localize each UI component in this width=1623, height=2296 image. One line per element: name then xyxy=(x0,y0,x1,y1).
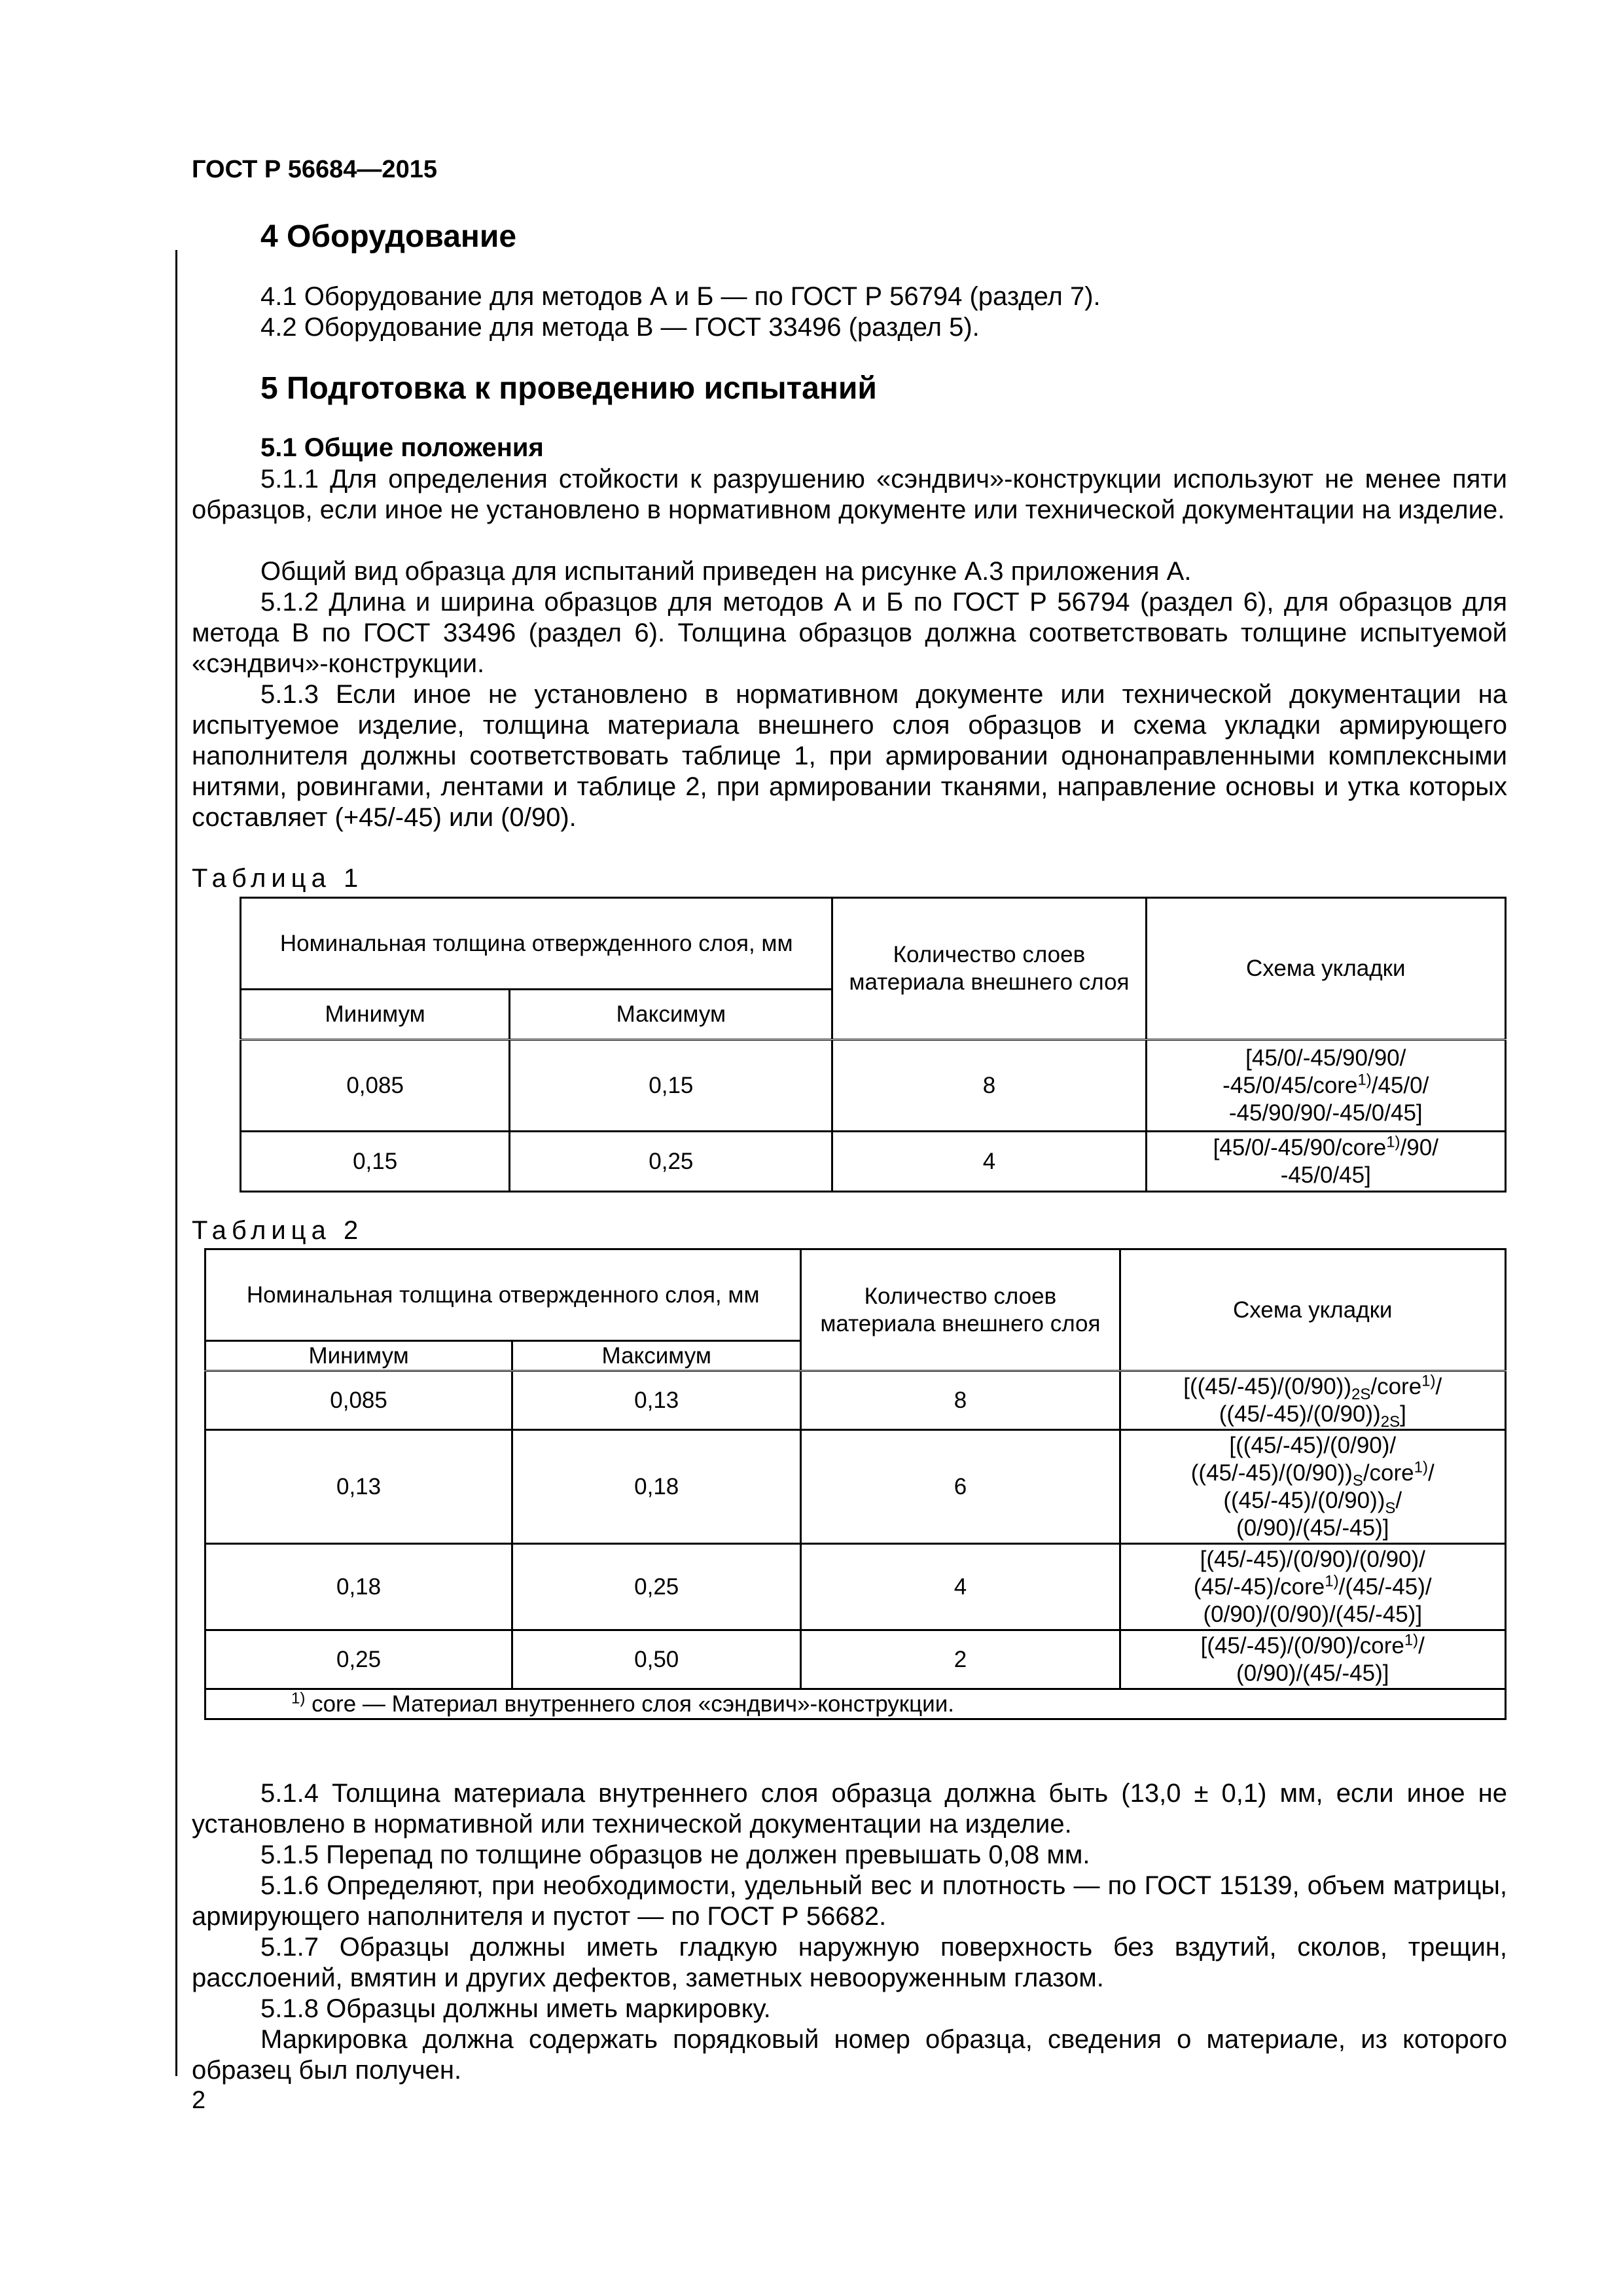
table-2 xyxy=(204,1248,1507,1720)
table-row xyxy=(205,1544,1506,1630)
section-5-title: 5 Подготовка к проведению испытаний xyxy=(260,371,877,406)
table-1-cell-min: 0,085 xyxy=(241,1040,510,1132)
table-2-header-max: Максимум xyxy=(512,1341,801,1371)
document-header: ГОСТ Р 56684—2015 xyxy=(192,156,437,183)
table-2-cell-max: 0,18 xyxy=(512,1430,801,1544)
table-1-caption: Таблица 1 xyxy=(192,864,364,893)
table-2-cell-layers: 4 xyxy=(801,1544,1120,1630)
table-2-cell-scheme: [((45/-45)/(0/90)/ $((45/-45)/(0/90))_S/core^{1)}/$ $((45/-45)/(0/90))_S/$ (0/90)/(45/-45)] xyxy=(1120,1430,1506,1544)
table-row xyxy=(241,1132,1506,1192)
table-row xyxy=(241,1040,1506,1132)
paragraph-5-1-7: 5.1.7 Образцы должны иметь гладкую наружную поверхность без вздутий, сколов, трещин, расслоений, вмятин и других дефектов, заметных невооруженным глазом. xyxy=(192,1933,1507,1992)
table-1-header-max: Максимум xyxy=(510,990,832,1040)
table-1 xyxy=(240,897,1507,1193)
table-2-header-min: Минимум xyxy=(205,1341,512,1371)
page-number: 2 xyxy=(192,2087,206,2114)
table-1-cell-max: 0,25 xyxy=(510,1132,832,1192)
paragraph-5-1-5: 5.1.5 Перепад по толщине образцов не должен превышать 0,08 мм. xyxy=(260,1840,1090,1869)
table-2-cell-min: 0,13 xyxy=(205,1430,512,1544)
paragraph-5-1-3: 5.1.3 Если иное не установлено в нормативном документе или технической документации на испытуемое изделие, толщина материала внешнего слоя образцов и схема укладки армирующего наполнителя должны соответствовать таблице 1, при армировании однонаправленными комплексными нитями, ровингами, лентами и таблице 2, при армировании тканями, направление основы и утка которых составляет (+45/-45) или (0/90). xyxy=(192,680,1507,832)
table-1-cell-scheme: [45/0/-45/90/core$^{1)}$/90/ -45/0/45] xyxy=(1146,1132,1505,1192)
table-1-header-layers: Количество слоев материала внешнего слоя xyxy=(832,898,1146,1040)
table-1-cell-max: 0,15 xyxy=(510,1040,832,1132)
paragraph-5-1-8: 5.1.8 Образцы должны иметь маркировку. xyxy=(260,1994,771,2023)
paragraph-4-2: 4.2 Оборудование для метода В — ГОСТ 33496 (раздел 5). xyxy=(260,313,980,342)
paragraph-5-1-1-b: Общий вид образца для испытаний приведен на рисунке А.3 приложения А. xyxy=(260,557,1192,586)
paragraph-5-1-8-b: Маркировка должна содержать порядковый номер образца, сведения о материале, из которого образец был получен. xyxy=(192,2025,1507,2085)
paragraph-5-1-4: 5.1.4 Толщина материала внутреннего слоя образца должна быть (13,0 ± 0,1) мм, если иное не установлено в нормативной или технической документации на изделие. xyxy=(192,1779,1507,1839)
section-4-title: 4 Оборудование xyxy=(260,219,517,254)
table-1-cell-layers: 4 xyxy=(832,1132,1146,1192)
table-2-caption: Таблица 2 xyxy=(192,1216,364,1245)
table-1-cell-scheme: [45/0/-45/90/90/ -45/0/45/core$^{1)}$/45/0/ -45/90/90/-45/0/45] xyxy=(1146,1040,1505,1132)
paragraph-4-1: 4.1 Оборудование для методов А и Б — по ГОСТ Р 56794 (раздел 7). xyxy=(260,282,1101,311)
table-2-header-scheme: Схема укладки xyxy=(1120,1249,1506,1371)
table-row xyxy=(205,1371,1506,1430)
table-2-cell-layers: 6 xyxy=(801,1430,1120,1544)
table-1-header-thickness: Номинальная толщина отвержденного слоя, мм xyxy=(241,898,832,990)
subsection-5-1-title: 5.1 Общие положения xyxy=(260,433,544,462)
table-2-header-thickness: Номинальная толщина отвержденного слоя, мм xyxy=(205,1249,801,1341)
table-2-cell-layers: 2 xyxy=(801,1630,1120,1689)
table-1-cell-layers: 8 xyxy=(832,1040,1146,1132)
paragraph-5-1-1: 5.1.1 Для определения стойкости к разрушению «сэндвич»-конструкции используют не менее пяти образцов, если иное не установлено в нормативном документе или технической документации на изделие. xyxy=(192,465,1507,524)
table-2-cell-scheme: [(45/-45)/(0/90)/core$^{1)}$/ (0/90)/(45/-45)] xyxy=(1120,1630,1506,1689)
table-2-cell-max: 0,50 xyxy=(512,1630,801,1689)
table-1-header-scheme: Схема укладки xyxy=(1146,898,1505,1040)
table-1-header-min: Минимум xyxy=(241,990,510,1040)
table-2-cell-scheme: [$((45/-45)/(0/90))_{2S}/core^{1)}/$ $((45/-45)/(0/90))_{2S}$] xyxy=(1120,1371,1506,1430)
table-row xyxy=(205,1430,1506,1544)
table-2-footnote: $^{1)}$ core — Материал внутреннего слоя «сэндвич»-конструкции. xyxy=(205,1689,1506,1719)
table-2-header-layers: Количество слоев материала внешнего слоя xyxy=(801,1249,1120,1371)
paragraph-5-1-6: 5.1.6 Определяют, при необходимости, удельный вес и плотность — по ГОСТ 15139, объем матрицы, армирующего наполнителя и пустот — по ГОСТ Р 56682. xyxy=(192,1871,1507,1931)
change-bar xyxy=(175,250,177,2076)
table-2-cell-scheme: [(45/-45)/(0/90)/(0/90)/ (45/-45)/core$^{1)}$/(45/-45)/ (0/90)/(0/90)/(45/-45)] xyxy=(1120,1544,1506,1630)
table-2-cell-min: 0,18 xyxy=(205,1544,512,1630)
table-2-cell-min: 0,25 xyxy=(205,1630,512,1689)
paragraph-5-1-2: 5.1.2 Длина и ширина образцов для методов А и Б по ГОСТ Р 56794 (раздел 6), для образцов для метода В по ГОСТ 33496 (раздел 6). Толщина образцов должна соответствовать толщине испытуемой «сэндвич»-конструкции. xyxy=(192,588,1507,678)
table-2-cell-max: 0,25 xyxy=(512,1544,801,1630)
table-2-cell-min: 0,085 xyxy=(205,1371,512,1430)
table-2-cell-max: 0,13 xyxy=(512,1371,801,1430)
table-1-cell-min: 0,15 xyxy=(241,1132,510,1192)
table-row xyxy=(205,1630,1506,1689)
table-2-cell-layers: 8 xyxy=(801,1371,1120,1430)
